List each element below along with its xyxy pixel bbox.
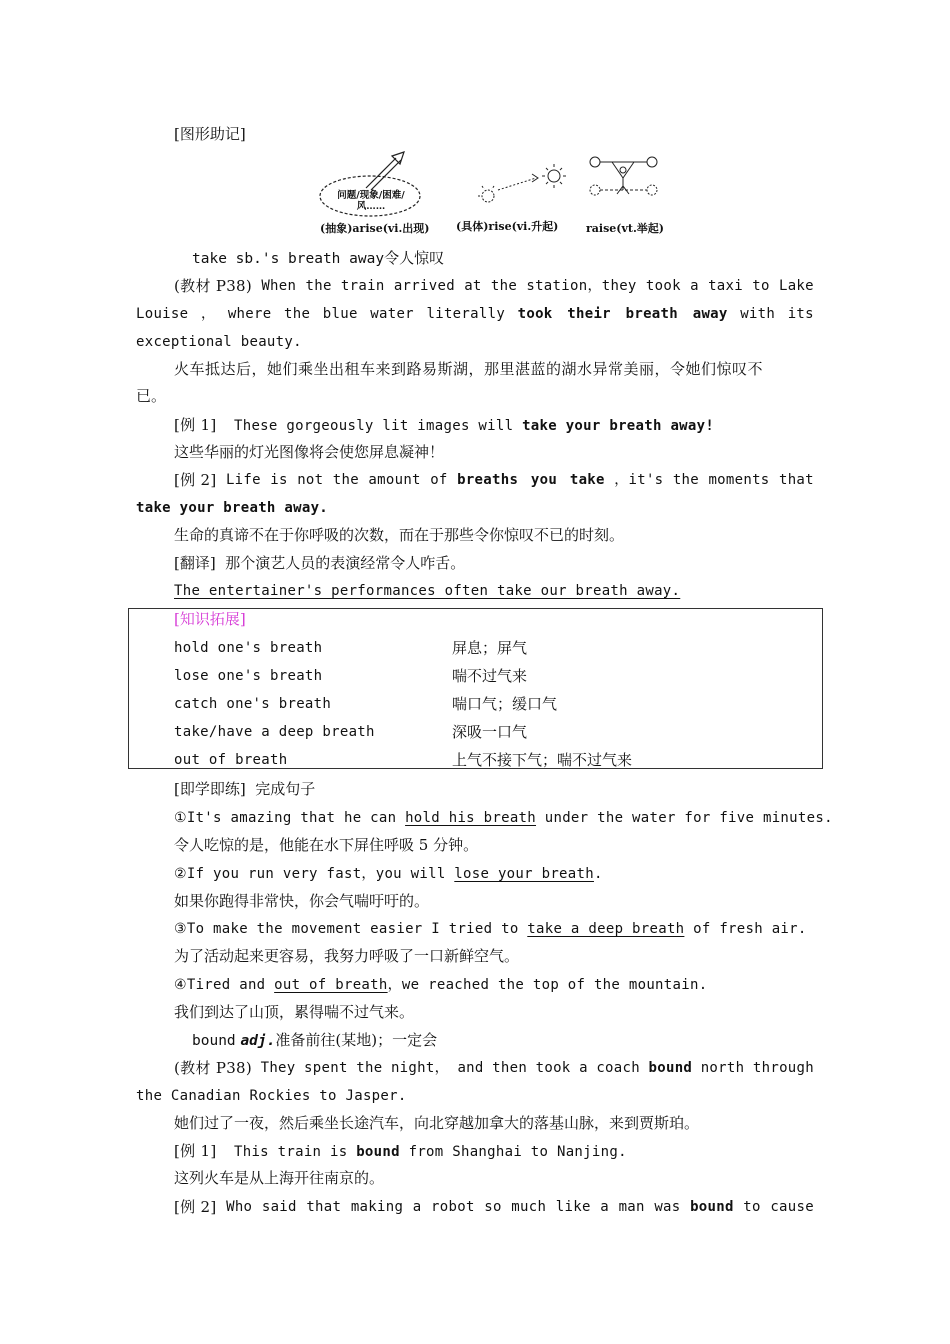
answer-blank: take a deep breath — [527, 921, 685, 937]
sentence-part: This train is — [234, 1144, 357, 1160]
key-phrase: take your breath away. — [136, 500, 329, 516]
word: took — [535, 1060, 571, 1076]
word: to — [743, 1199, 761, 1215]
word: of — [430, 472, 448, 488]
diagram-caption-raise: raise(vt.举起) — [586, 222, 665, 235]
word: the — [284, 306, 311, 322]
entry1-textbook-line1 — [174, 276, 814, 296]
expansion-row-en: hold one's breath — [174, 640, 323, 656]
entry1-textbook-line3: exceptional beauty. — [136, 334, 302, 350]
word: said — [261, 1199, 297, 1215]
entry1-translation-line2: 已。 — [136, 387, 167, 405]
word: to — [752, 278, 770, 294]
sentence-part: of fresh air. — [684, 921, 807, 937]
entry2-textbook-line2: the Canadian Rockies to Jasper. — [136, 1088, 407, 1104]
word: night， — [390, 1060, 449, 1076]
example-label: [例 1] — [174, 1142, 217, 1160]
entry2-textbook-line1 — [174, 1058, 814, 1078]
expansion-row-en: lose one's breath — [174, 668, 323, 684]
word: much — [511, 1199, 547, 1215]
practice-label: [即学即练] — [174, 780, 246, 798]
practice-heading — [174, 779, 315, 799]
practice-item-1-cn: 令人吃惊的是，他能在水下屏住呼吸 5 分钟。 — [174, 836, 479, 854]
entry2-example1-cn: 这列火车是从上海开往南京的。 — [174, 1169, 385, 1187]
word: Who — [226, 1199, 253, 1215]
key-word: bound — [648, 1060, 693, 1076]
word: arrived — [393, 278, 455, 294]
knowledge-expansion-box — [128, 608, 823, 769]
practice-item-4 — [174, 975, 707, 995]
word: moments — [708, 472, 770, 488]
entry1-example2-line2 — [136, 498, 814, 518]
word: was — [654, 1199, 681, 1215]
example-label: [例 2] — [174, 1198, 217, 1216]
practice-item-4-cn: 我们到达了山顶，累得喘不过气来。 — [174, 1003, 415, 1021]
source-label: (教材 P38) — [174, 1059, 253, 1077]
word: cause — [770, 1199, 814, 1215]
word: literally — [426, 306, 506, 322]
entry2-textbook-cn: 她们过了一夜，然后乘坐长途汽车，向北穿越加拿大的落基山脉，来到贾斯珀。 — [174, 1114, 700, 1132]
word: When — [261, 278, 297, 294]
diagram-ellipse-text-2: 风…… — [356, 201, 386, 212]
word: its — [787, 306, 814, 322]
entry1-meaning: 令人惊叹 — [384, 249, 445, 267]
word: so — [484, 1199, 502, 1215]
word: with — [740, 306, 776, 322]
key-phrase: breaths you take — [457, 472, 605, 488]
word: the — [305, 278, 332, 294]
sentence-part: under the water for five minutes. — [536, 810, 833, 826]
expansion-row-cn: 上气不接下气；喘不过气来 — [452, 751, 633, 769]
sentence-part: from Shanghai to Nanjing. — [399, 1144, 627, 1160]
entry1-example1 — [174, 415, 714, 435]
entry1-example2-cn: 生命的真谛不在于你呼吸的次数，而在于那些令你惊叹不已的时刻。 — [174, 526, 625, 544]
word: ， — [200, 306, 216, 322]
example-text: These gorgeously lit images will — [234, 418, 514, 434]
word: station，they — [526, 278, 637, 294]
word: the — [672, 472, 700, 488]
practice-item-2 — [174, 864, 603, 884]
diagram-caption-rise: (具体)rise(vi.升起) — [456, 220, 559, 233]
answer-blank: lose your breath — [454, 866, 594, 882]
key-phrase: took their breath away — [517, 306, 728, 322]
expansion-row-en: take/have a deep breath — [174, 724, 375, 740]
word: Lake — [778, 278, 814, 294]
entry1-translation-line1: 火车抵达后，她们乘坐出租车来到路易斯湖，那里湛蓝的湖水异常美丽，令她们惊叹不 — [174, 360, 764, 378]
mnemonic-diagram — [318, 150, 678, 238]
word: that — [306, 1199, 342, 1215]
word: a — [579, 1060, 588, 1076]
entry2-example1 — [174, 1141, 627, 1161]
sentence-part: ②If you run very fast，you will — [174, 866, 455, 882]
word: through — [752, 1060, 814, 1076]
source-label: (教材 P38) — [174, 277, 253, 295]
entry2-heading — [192, 1030, 437, 1050]
word: north — [700, 1060, 745, 1076]
word: a — [600, 1199, 609, 1215]
translate-label: [翻译] — [174, 554, 216, 572]
word: making — [350, 1199, 404, 1215]
section-mnemonic-label: [图形助记] — [174, 125, 246, 143]
diagram-ellipse-text: 问题/现象/困难/ — [337, 190, 405, 201]
word: at — [464, 278, 482, 294]
sentence-part: ，we reached the top of the mountain. — [387, 977, 708, 993]
entry1-translate-task — [174, 553, 465, 573]
word: and — [457, 1060, 484, 1076]
word: is — [270, 472, 288, 488]
entry1-example1-cn: 这些华丽的灯光图像将会使您屏息凝神！ — [174, 443, 445, 461]
word: spent — [304, 1060, 348, 1076]
word: the — [490, 278, 518, 294]
word: the — [332, 472, 359, 488]
example-label: [例 1] — [174, 416, 217, 434]
expansion-row-cn: 喘不过气来 — [452, 667, 528, 685]
key-word: bound — [356, 1144, 400, 1160]
expansion-row-cn: 深吸一口气 — [452, 723, 528, 741]
expansion-row-en: out of breath — [174, 752, 288, 768]
word: like — [555, 1199, 591, 1215]
key-word: bound — [690, 1199, 734, 1215]
word: water — [370, 306, 414, 322]
word: Louise — [136, 306, 189, 322]
practice-item-3 — [174, 919, 807, 939]
key-phrase: take your breath away! — [522, 418, 715, 434]
expansion-title: [知识拓展] — [174, 610, 246, 628]
expansion-row-cn: 喘口气；缓口气 — [452, 695, 558, 713]
entry1-headword: take sb.'s breath away — [192, 251, 385, 267]
sentence-part: ④Tired and — [174, 977, 275, 993]
word: coach — [596, 1060, 640, 1076]
word: train — [340, 278, 385, 294]
sentence-part: ③To make the movement easier I tried to — [174, 921, 528, 937]
word: took — [645, 278, 681, 294]
word: They — [260, 1060, 296, 1076]
word: the — [356, 1060, 383, 1076]
entry2-pos: adj. — [240, 1033, 276, 1049]
diagram-caption-arise: (抽象)arise(vi.出现) — [320, 222, 430, 235]
word: where — [227, 306, 272, 322]
translate-prompt: 那个演艺人员的表演经常令人咋舌。 — [225, 554, 466, 572]
entry2-meaning: 准备前往(某地)；一定会 — [275, 1031, 438, 1049]
word: that — [778, 472, 814, 488]
practice-item-2-cn: 如果你跑得非常快，你会气喘吁吁的。 — [174, 892, 430, 910]
word: a — [690, 278, 699, 294]
entry1-example2-line1 — [174, 470, 814, 490]
entry2-example2-line1 — [174, 1197, 814, 1217]
entry1-textbook-line2 — [136, 304, 814, 324]
example-label: [例 2] — [174, 471, 217, 489]
sentence-part: . — [593, 866, 603, 882]
practice-item-1 — [174, 808, 833, 828]
expansion-row-cn: 屏息；屏气 — [452, 639, 528, 657]
answer-blank: hold his breath — [405, 810, 537, 826]
expansion-row-en: catch one's breath — [174, 696, 332, 712]
practice-item-3-cn: 为了活动起来更容易，我努力呼吸了一口新鲜空气。 — [174, 947, 520, 965]
word: man — [618, 1199, 645, 1215]
word: robot — [431, 1199, 475, 1215]
word: ，it's — [614, 472, 664, 488]
entry2-headword: bound — [192, 1033, 236, 1049]
word: Life — [225, 472, 261, 488]
word: not — [297, 472, 324, 488]
entry1-heading — [192, 248, 444, 268]
word: amount — [368, 472, 421, 488]
answer-blank: out of breath — [274, 977, 388, 993]
word: then — [492, 1060, 528, 1076]
entry1-translate-answer: The entertainer's performances often take our breath away. — [174, 583, 681, 599]
sentence-part: ①It's amazing that he can — [174, 810, 406, 826]
practice-task: 完成句子 — [255, 780, 316, 798]
word: blue — [322, 306, 358, 322]
word: a — [412, 1199, 422, 1215]
word: taxi — [708, 278, 743, 294]
